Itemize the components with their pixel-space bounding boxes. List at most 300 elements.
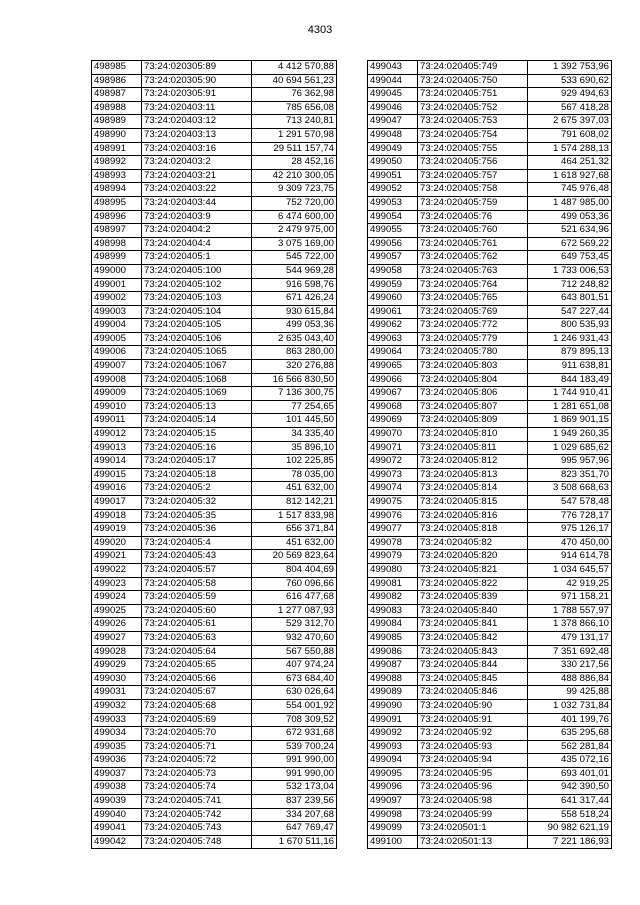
cadastral-number-cell: 73:24:020405:64 [142,645,252,659]
row-number-cell: 499019 [92,523,142,537]
cadastral-number-cell: 73:24:020405:779 [418,332,528,346]
cadastral-number-cell: 73:24:020405:92 [418,727,528,741]
row-number-cell: 499089 [368,686,418,700]
table-row [92,169,337,183]
value-cell: 812 142,21 [252,496,337,510]
row-number-cell: 499072 [368,455,418,469]
table-row [92,264,337,278]
row-number-cell: 499069 [368,414,418,428]
row-number-cell: 499092 [368,727,418,741]
value-cell: 533 690,62 [528,74,612,88]
table-row [368,251,612,265]
row-number-cell: 499031 [92,686,142,700]
value-cell: 464 251,32 [528,156,612,170]
value-cell: 28 452,16 [252,156,337,170]
value-cell: 532 173,04 [252,781,337,795]
cadastral-number-cell: 73:24:020405:840 [418,604,528,618]
cadastral-number-cell: 73:24:020405:35 [142,509,252,523]
table-row [92,808,337,822]
value-cell: 547 578,48 [528,496,612,510]
table-row [92,210,337,224]
value-cell: 672 569,22 [528,237,612,251]
row-number-cell: 499004 [92,319,142,333]
value-cell: 1 744 910,41 [528,387,612,401]
row-number-cell: 498989 [92,115,142,129]
row-number-cell: 499068 [368,400,418,414]
value-cell: 630 026,64 [252,686,337,700]
table-row [92,835,337,849]
cadastral-number-cell: 73:24:020405:752 [418,101,528,115]
cadastral-number-cell: 73:24:020405:765 [418,292,528,306]
row-number-cell: 499080 [368,563,418,577]
row-number-cell: 499060 [368,292,418,306]
row-number-cell: 499032 [92,699,142,713]
cadastral-number-cell: 73:24:020403:44 [142,196,252,210]
row-number-cell: 499062 [368,319,418,333]
value-cell: 1 034 645,57 [528,563,612,577]
cadastral-number-cell: 73:24:020405:4 [142,536,252,550]
cadastral-number-cell: 73:24:020405:70 [142,727,252,741]
table-row [92,441,337,455]
row-number-cell: 499016 [92,482,142,496]
value-cell: 3 508 668,63 [528,482,612,496]
table-row [368,618,612,632]
row-number-cell: 499071 [368,441,418,455]
value-cell: 879 895,13 [528,346,612,360]
row-number-cell: 498988 [92,101,142,115]
table-row [92,767,337,781]
value-cell: 1 277 087,93 [252,604,337,618]
cadastral-number-cell: 73:24:020405:806 [418,387,528,401]
value-cell: 1 281 651,08 [528,400,612,414]
value-cell: 971 158,21 [528,591,612,605]
value-cell: 77 254,65 [252,400,337,414]
value-cell: 101 445,50 [252,414,337,428]
table-row [92,360,337,374]
cadastral-number-cell: 73:24:020405:741 [142,795,252,809]
cadastral-number-cell: 73:24:020405:15 [142,428,252,442]
row-number-cell: 499073 [368,468,418,482]
value-cell: 673 684,40 [252,672,337,686]
table-row [92,822,337,836]
table-row [368,61,612,75]
value-cell: 545 722,00 [252,251,337,265]
table-row [368,727,612,741]
cadastral-number-cell: 73:24:020405:759 [418,196,528,210]
table-row [92,319,337,333]
table-row [92,727,337,741]
table-row [368,264,612,278]
row-number-cell: 499091 [368,713,418,727]
row-number-cell: 499001 [92,278,142,292]
value-cell: 479 131,17 [528,631,612,645]
value-cell: 35 896,10 [252,441,337,455]
row-number-cell: 498997 [92,224,142,238]
table-row [92,224,337,238]
table-row [92,387,337,401]
value-cell: 975 126,17 [528,523,612,537]
table-row [368,808,612,822]
row-number-cell: 499088 [368,672,418,686]
row-number-cell: 499054 [368,210,418,224]
row-number-cell: 499095 [368,767,418,781]
row-number-cell: 499087 [368,659,418,673]
table-body-right [368,61,612,849]
table-row [92,428,337,442]
cadastral-number-cell: 73:24:020405:58 [142,577,252,591]
row-number-cell: 499067 [368,387,418,401]
cadastral-number-cell: 73:24:020405:66 [142,672,252,686]
cadastral-number-cell: 73:24:020405:754 [418,128,528,142]
cadastral-number-cell: 73:24:020405:815 [418,496,528,510]
value-cell: 929 494,63 [528,88,612,102]
row-number-cell: 499098 [368,808,418,822]
table-row [92,128,337,142]
cadastral-number-cell: 73:24:020405:1067 [142,360,252,374]
cadastral-number-cell: 73:24:020405:814 [418,482,528,496]
value-cell: 914 614,78 [528,550,612,564]
value-cell: 470 450,00 [528,536,612,550]
table-row [368,387,612,401]
table-row [92,795,337,809]
table-row [368,781,612,795]
value-cell: 804 404,69 [252,563,337,577]
value-cell: 1 487 985,00 [528,196,612,210]
table-row [368,563,612,577]
row-number-cell: 499053 [368,196,418,210]
table-row [368,224,612,238]
table-row [368,115,612,129]
row-number-cell: 499023 [92,577,142,591]
row-number-cell: 499057 [368,251,418,265]
cadastral-number-cell: 73:24:020405:809 [418,414,528,428]
table-row [92,251,337,265]
row-number-cell: 499100 [368,835,418,849]
table-row [368,591,612,605]
cadastral-number-cell: 73:24:020405:65 [142,659,252,673]
row-number-cell: 499093 [368,740,418,754]
value-cell: 78 035,00 [252,468,337,482]
cadastral-number-cell: 73:24:020405:2 [142,482,252,496]
table-row [368,292,612,306]
row-number-cell: 499090 [368,699,418,713]
value-cell: 1 618 927,68 [528,169,612,183]
row-number-cell: 498987 [92,88,142,102]
value-cell: 1 670 511,16 [252,835,337,849]
value-cell: 547 227,44 [528,305,612,319]
table-row [92,509,337,523]
cadastral-number-cell: 73:24:020405:772 [418,319,528,333]
value-cell: 1 378 866,10 [528,618,612,632]
table-row [92,631,337,645]
row-number-cell: 499024 [92,591,142,605]
value-cell: 330 217,56 [528,659,612,673]
value-cell: 844 183,49 [528,373,612,387]
row-number-cell: 498996 [92,210,142,224]
value-cell: 616 477,68 [252,591,337,605]
value-cell: 451 632,00 [252,482,337,496]
row-number-cell: 499038 [92,781,142,795]
table-row [92,346,337,360]
value-cell: 932 470,60 [252,631,337,645]
value-cell: 647 769,47 [252,822,337,836]
value-cell: 911 638,81 [528,360,612,374]
table-row [92,754,337,768]
row-number-cell: 499028 [92,645,142,659]
value-cell: 7 221 186,93 [528,835,612,849]
cadastral-number-cell: 73:24:020405:91 [418,713,528,727]
cadastral-number-cell: 73:24:020405:845 [418,672,528,686]
table-row [368,604,612,618]
value-cell: 1 788 557,97 [528,604,612,618]
value-cell: 558 518,24 [528,808,612,822]
row-number-cell: 498999 [92,251,142,265]
value-cell: 693 401,01 [528,767,612,781]
row-number-cell: 499005 [92,332,142,346]
table-body-left [92,61,337,849]
cadastral-number-cell: 73:24:020305:89 [142,61,252,75]
cadastral-number-cell: 73:24:020405:844 [418,659,528,673]
table-row [368,577,612,591]
value-cell: 672 931,68 [252,727,337,741]
value-cell: 991 990,00 [252,767,337,781]
cadastral-number-cell: 73:24:020405:90 [418,699,528,713]
cadastral-number-cell: 73:24:020305:90 [142,74,252,88]
cadastral-number-cell: 73:24:020405:68 [142,699,252,713]
cadastral-number-cell: 73:24:020405:780 [418,346,528,360]
table-row [368,196,612,210]
cadastral-number-cell: 73:24:020405:769 [418,305,528,319]
cadastral-number-cell: 73:24:020405:842 [418,631,528,645]
row-number-cell: 499018 [92,509,142,523]
row-number-cell: 499007 [92,360,142,374]
table-row [368,156,612,170]
value-cell: 76 362,98 [252,88,337,102]
value-cell: 401 199,76 [528,713,612,727]
row-number-cell: 499061 [368,305,418,319]
cadastral-number-cell: 73:24:020405:822 [418,577,528,591]
row-number-cell: 499033 [92,713,142,727]
cadastral-number-cell: 73:24:020405:72 [142,754,252,768]
value-cell: 3 075 169,00 [252,237,337,251]
value-cell: 2 675 397,03 [528,115,612,129]
row-number-cell: 499036 [92,754,142,768]
table-row [92,196,337,210]
row-number-cell: 499047 [368,115,418,129]
row-number-cell: 499096 [368,781,418,795]
value-cell: 1 029 685,62 [528,441,612,455]
table-row [92,577,337,591]
value-cell: 29 511 157,74 [252,142,337,156]
cadastral-number-cell: 73:24:020405:98 [418,795,528,809]
row-number-cell: 499051 [368,169,418,183]
table-row [92,373,337,387]
table-row [92,781,337,795]
value-cell: 529 312,70 [252,618,337,632]
table-row [92,61,337,75]
table-row [92,604,337,618]
table-row [92,332,337,346]
value-cell: 656 371,84 [252,523,337,537]
cadastral-number-cell: 73:24:020405:761 [418,237,528,251]
table-row [92,278,337,292]
cadastral-number-cell: 73:24:020405:95 [418,767,528,781]
value-cell: 7 351 692,48 [528,645,612,659]
table-row [368,740,612,754]
row-number-cell: 499045 [368,88,418,102]
cadastral-number-cell: 73:24:020403:16 [142,142,252,156]
row-number-cell: 498994 [92,183,142,197]
row-number-cell: 499035 [92,740,142,754]
table-row [368,360,612,374]
table-row [368,414,612,428]
value-cell: 1 733 006,53 [528,264,612,278]
cadastral-number-cell: 73:24:020405:742 [142,808,252,822]
row-number-cell: 499058 [368,264,418,278]
table-row [92,74,337,88]
cadastral-number-cell: 73:24:020405:104 [142,305,252,319]
cadastral-table-right [367,60,612,849]
cadastral-number-cell: 73:24:020405:749 [418,61,528,75]
table-row [92,713,337,727]
table-row [92,468,337,482]
row-number-cell: 499083 [368,604,418,618]
row-number-cell: 499020 [92,536,142,550]
cadastral-number-cell: 73:24:020405:753 [418,115,528,129]
table-row [92,414,337,428]
table-row [92,523,337,537]
row-number-cell: 499052 [368,183,418,197]
table-row [368,101,612,115]
table-row [368,183,612,197]
table-row [368,523,612,537]
row-number-cell: 499085 [368,631,418,645]
row-number-cell: 499025 [92,604,142,618]
row-number-cell: 499022 [92,563,142,577]
cadastral-number-cell: 73:24:020405:57 [142,563,252,577]
cadastral-number-cell: 73:24:020405:760 [418,224,528,238]
table-row [92,237,337,251]
table-row [368,455,612,469]
table-row [368,754,612,768]
cadastral-number-cell: 73:24:020405:43 [142,550,252,564]
table-row [92,142,337,156]
table-row [368,142,612,156]
value-cell: 837 239,56 [252,795,337,809]
row-number-cell: 499011 [92,414,142,428]
value-cell: 643 801,51 [528,292,612,306]
table-row [368,428,612,442]
cadastral-number-cell: 73:24:020405:812 [418,455,528,469]
cadastral-number-cell: 73:24:020405:100 [142,264,252,278]
row-number-cell: 498986 [92,74,142,88]
value-cell: 708 309,52 [252,713,337,727]
table-row [92,156,337,170]
value-cell: 800 535,93 [528,319,612,333]
cadastral-number-cell: 73:24:020405:1065 [142,346,252,360]
row-number-cell: 499064 [368,346,418,360]
cadastral-number-cell: 73:24:020405:818 [418,523,528,537]
table-row [368,713,612,727]
value-cell: 9 309 723,75 [252,183,337,197]
row-number-cell: 499014 [92,455,142,469]
cadastral-number-cell: 73:24:020405:811 [418,441,528,455]
value-cell: 40 694 561,23 [252,74,337,88]
cadastral-number-cell: 73:24:020405:36 [142,523,252,537]
value-cell: 102 225,85 [252,455,337,469]
row-number-cell: 499078 [368,536,418,550]
cadastral-number-cell: 73:24:020404:4 [142,237,252,251]
value-cell: 930 615,84 [252,305,337,319]
table-row [368,373,612,387]
row-number-cell: 499037 [92,767,142,781]
cadastral-number-cell: 73:24:020405:105 [142,319,252,333]
table-row [92,699,337,713]
value-cell: 671 426,24 [252,292,337,306]
table-row [92,618,337,632]
row-number-cell: 499030 [92,672,142,686]
table-row [92,455,337,469]
value-cell: 334 207,68 [252,808,337,822]
value-cell: 499 053,36 [252,319,337,333]
value-cell: 7 136 300,75 [252,387,337,401]
cadastral-number-cell: 73:24:020405:821 [418,563,528,577]
row-number-cell: 499049 [368,142,418,156]
table-row [92,292,337,306]
cadastral-number-cell: 73:24:020405:1069 [142,387,252,401]
value-cell: 320 276,88 [252,360,337,374]
value-cell: 488 886,84 [528,672,612,686]
row-number-cell: 499048 [368,128,418,142]
value-cell: 641 317,44 [528,795,612,809]
cadastral-number-cell: 73:24:020404:2 [142,224,252,238]
row-number-cell: 499075 [368,496,418,510]
cadastral-number-cell: 73:24:020405:103 [142,292,252,306]
table-row [368,332,612,346]
row-number-cell: 499041 [92,822,142,836]
cadastral-number-cell: 73:24:020405:755 [418,142,528,156]
row-number-cell: 499055 [368,224,418,238]
row-number-cell: 499066 [368,373,418,387]
page-number: 4303 [307,24,333,36]
table-row [368,699,612,713]
row-number-cell: 499010 [92,400,142,414]
row-number-cell: 498985 [92,61,142,75]
value-cell: 760 096,66 [252,577,337,591]
cadastral-number-cell: 73:24:020405:17 [142,455,252,469]
table-row [368,550,612,564]
value-cell: 1 392 753,96 [528,61,612,75]
value-cell: 34 335,40 [252,428,337,442]
cadastral-number-cell: 73:24:020405:763 [418,264,528,278]
cadastral-number-cell: 73:24:020405:76 [418,210,528,224]
cadastral-number-cell: 73:24:020405:807 [418,400,528,414]
value-cell: 499 053,36 [528,210,612,224]
cadastral-number-cell: 73:24:020405:60 [142,604,252,618]
value-cell: 1 574 288,13 [528,142,612,156]
value-cell: 635 295,68 [528,727,612,741]
row-number-cell: 499059 [368,278,418,292]
table-row [368,686,612,700]
cadastral-number-cell: 73:24:020405:13 [142,400,252,414]
row-number-cell: 499009 [92,387,142,401]
cadastral-number-cell: 73:24:020405:757 [418,169,528,183]
value-cell: 995 957,96 [528,455,612,469]
cadastral-number-cell: 73:24:020405:810 [418,428,528,442]
row-number-cell: 499084 [368,618,418,632]
cadastral-number-cell: 73:24:020405:756 [418,156,528,170]
value-cell: 99 425,88 [528,686,612,700]
